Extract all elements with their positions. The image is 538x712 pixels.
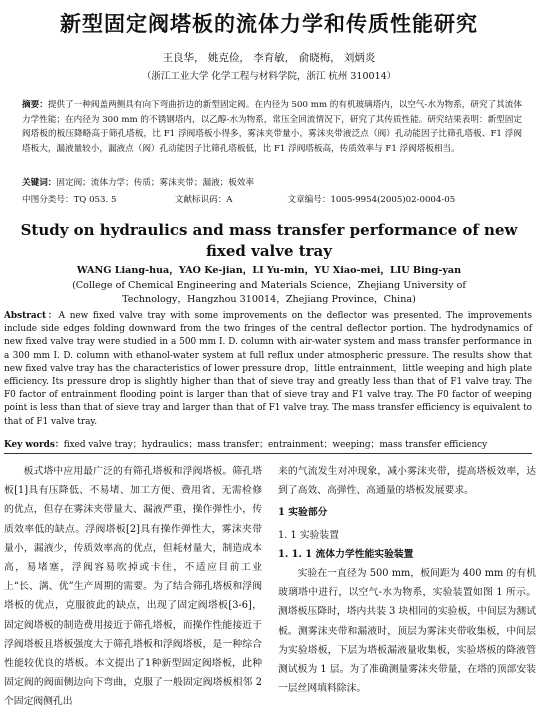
apparatus-paragraph: 实验在一直径为 500 mm，板间距为 400 mm 的有机玻璃塔中进行，以空气-水为物系，实验装置如图 1 所示。测塔板压降时，塔内共装 3 块相同的实验板，中间层为测试板。测雾沫夹带和漏液时，顶层为雾沫夹带收集板，中间层为实验塔板，下层为塔板漏液量收集板，实验塔板的降液管测试板为 1 层。为了准确测量雾沫夹带量，在塔的顶部安装一层丝网填料除沫。 [278,568,536,695]
keywords-label-zh: 关键词： [22,178,57,188]
affiliation-zh: （浙江工业大学 化学工程与材料学院，浙江 杭州 310014） [141,71,397,82]
intro-paragraph-continued: 来的气流发生对冲现象，减小雾沫夹带，提高塔板效率，达到了高效、高弹性、高通量的塔板发展要求。 [278,466,536,497]
keywords-en [4,437,532,450]
abstract-text-en: A new fixed valve tray with some improvements on the deflector was presented. The improvements include side edges folding downward from the two fringes of the central deflector portion. The hydrodynamics of new fixed valve tray were studied in a 500 mm I. D. column with air-water system and mass transfer performance in a 300 mm I. D. column with ethanol-water system at full reflux under atmospheric pressure. The results show that new fixed valve tray has the characteristics of lower pressure drop，little entrainment，little weeping and high plate efficiency. Its pressure drop is slightly higher than that of sieve tray and greatly less than that of F1 valve tray. The F0 factor of entrainment flooding point is larger than that of sieve tray and F1 valve tray. The F0 factor of weeping point is less than that of sieve tray and larger than that of F1 valve tray. The mass transfer efficiency is equivalent to that of F1 valve tray. [4,311,532,427]
subsection-heading-apparatus: 1. 1 实验装置 [278,529,339,541]
paper-title-en: Study on hydraulics and mass transfer performance of new fixed valve tray [20,221,518,260]
body-column-right [278,462,536,698]
keywords-label-en: Key words： [4,440,64,450]
abstract-zh [22,98,522,156]
abstract-text-zh: 提供了一种阀盖两侧具有向下弯曲折边的新型固定阀。在内径为 500 mm 的有机玻璃塔内，以空气-水为物系，研究了其流体力学性能；在内径为 300 mm 的不锈钢塔内，以乙醇-水为物系，常压全回流情况下，研究了其传质性能。研究结果表明：新型固定阀塔板的板压降略高于筛孔塔板，比 F1 浮阀塔板小得多，雾沫夹带量小，雾沫夹带液泛点（阀）孔动能因子比筛孔塔板、F1 浮阀塔板大，漏液量较小，漏液点（阀）孔动能因子比筛孔塔板低，比 F1 浮阀塔板高，传质效率与 F1 浮阀塔板相当。 [22,100,522,154]
abstract-en [4,310,532,429]
abstract-label-zh: 摘要： [22,100,48,110]
paper-title-zh: 新型固定阀塔板的流体力学和传质性能研究 [60,11,478,36]
keywords-text-zh: 固定阀；流体力学；传质；雾沫夹带；漏液；板效率 [56,178,255,188]
classification-line [22,193,522,205]
intro-paragraph: 板式塔中应用最广泛的有筛孔塔板和浮阀塔板。筛孔塔板[1]具有压降低、不易堵、加工方便、费用省、无需检修的优点，但存在雾沫夹带量大、漏液严重，操作弹性小，传质效率低的缺点。浮阀塔板[2]具有操作弹性大，雾沫夹带量小，漏液少，传质效率高的优点，但耗材量大，制造成本高，易堵塞，浮阀容易吹掉或卡住，不适应目前工业上“长、满、优”生产周期的需要。为了结合筛孔塔板和浮阀塔板的优点，克服彼此的缺点，出现了固定阀塔板[3-6]，固定阀塔板的制造费用接近于筛孔塔板，而操作性能接近于浮阀塔板且塔板强度大于筛孔塔板和浮阀塔板，是一种综合性能较优良的塔板。本文提出了1种新型固定阀塔板，此种固定阀的阀面侧边向下弯曲，克服了一般固定阀塔板相邻 2 个固定阀侧孔出 [4,466,262,708]
authors-zh: 王良华， 姚克俭， 李育敏， 俞晓梅， 刘炳炎 [162,52,376,64]
authors-en: WANG Liang-hua，YAO Ke-jian，LI Yu-min，YU Xiao-mei，LIU Bing-yan [76,265,462,276]
body-column-left [4,462,262,712]
document-code: 文献标识码：A [174,195,233,205]
keywords-text-en: fixed valve tray；hydraulics；mass transfer；entrainment；weeping；mass transfer efficiency [63,440,488,450]
subsubsection-heading-hydraulics-apparatus: 1. 1. 1 流体力学性能实验装置 [278,548,414,560]
section-divider [4,453,532,454]
abstract-label-en: Abstract： [4,311,59,321]
section-heading-experiment: 1 实验部分 [278,507,328,519]
article-number: 文章编号：1005-9954(2005)02-0004-05 [287,195,456,205]
clc-number: 中图分类号：TQ 053. 5 [22,195,117,205]
affiliation-en: (College of Chemical Engineering and Materials Science，Zhejiang University of Technology，Hangzhou 310014，Zhejiang Province，China) [72,280,466,305]
keywords-zh [22,176,522,188]
